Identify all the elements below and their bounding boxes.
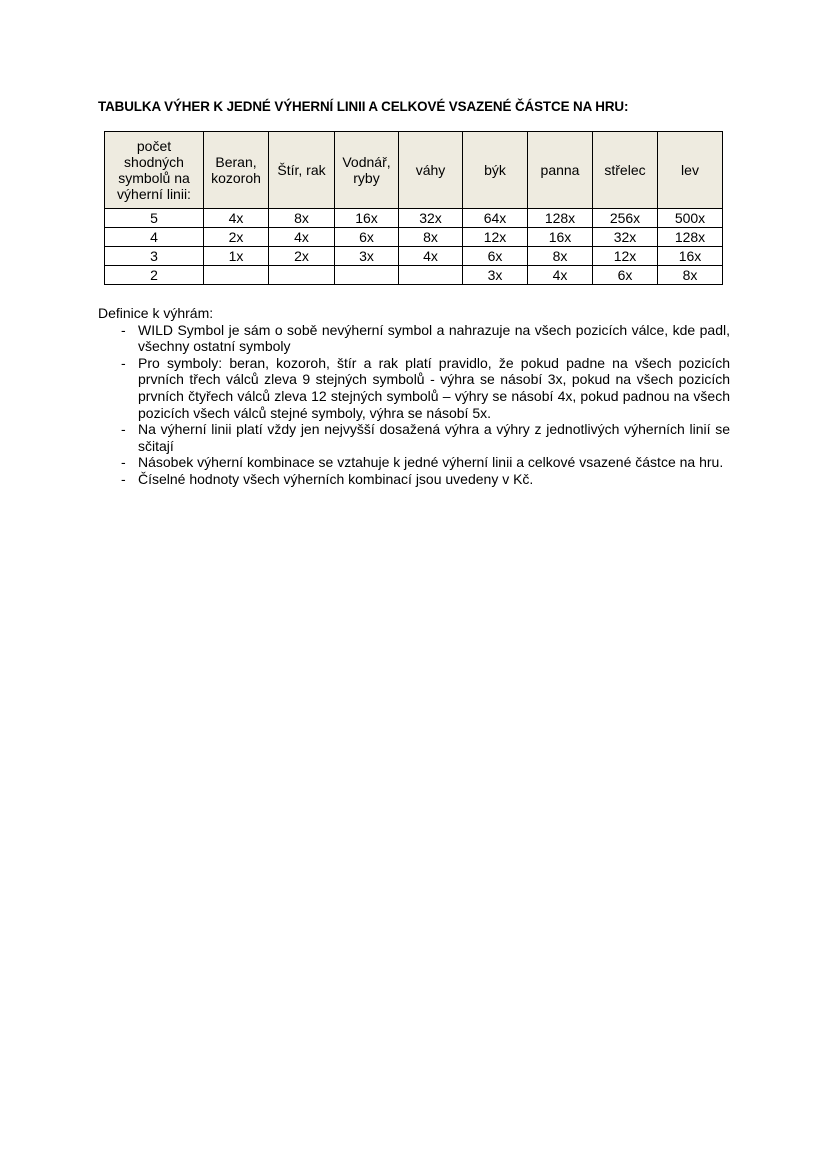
- column-header: Beran, kozoroh: [204, 132, 269, 209]
- table-cell: 4x: [399, 247, 463, 266]
- definition-text: Číselné hodnoty všech výherních kombinací jsou uvedeny v Kč.: [138, 470, 534, 487]
- table-cell: 500x: [658, 209, 723, 228]
- table-header-row: [105, 132, 723, 209]
- definition-item: [98, 471, 730, 488]
- definition-text: Pro symboly: beran, kozoroh, štír a rak platí pravidlo, že pokud padne na všech pozicích prvních třech válců zleva 9 stejných symbolů - výhra se násobí 3x, pokud na všech pozicích prvních čtyřech válců zleva 12 stejných symbolů – výhry se násobí 4x, pokud padnou na všech pozicích všech válců stejné symboly, výhra se násobí 5x.: [138, 354, 730, 421]
- bullet-dash: -: [121, 470, 126, 487]
- definition-item: [98, 322, 730, 355]
- table-row: [105, 266, 723, 285]
- bullet-dash: -: [121, 321, 126, 338]
- table-cell: 3x: [463, 266, 528, 285]
- table-cell: 6x: [593, 266, 658, 285]
- table-cell: 2x: [204, 228, 269, 247]
- table-cell: 5: [105, 209, 204, 228]
- column-header: Vodnář, ryby: [335, 132, 399, 209]
- definitions-section: [98, 305, 730, 488]
- table-cell: 2x: [269, 247, 335, 266]
- table-row: [105, 247, 723, 266]
- definition-item: [98, 421, 730, 454]
- column-header: býk: [463, 132, 528, 209]
- table-cell: 4x: [269, 228, 335, 247]
- bullet-dash: -: [121, 354, 126, 371]
- definitions-heading: Definice k výhrám:: [98, 305, 214, 321]
- table-cell: 4x: [528, 266, 593, 285]
- table-cell: 16x: [335, 209, 399, 228]
- table-cell: 4x: [204, 209, 269, 228]
- table-cell: 8x: [399, 228, 463, 247]
- table-cell: [335, 266, 399, 285]
- table-cell: 8x: [528, 247, 593, 266]
- table-cell: 4: [105, 228, 204, 247]
- table-cell: 3x: [335, 247, 399, 266]
- definition-item: [98, 355, 730, 421]
- column-header: váhy: [399, 132, 463, 209]
- table-row: [105, 209, 723, 228]
- table-cell: 2: [105, 266, 204, 285]
- table-cell: 12x: [463, 228, 528, 247]
- table-row: [105, 228, 723, 247]
- table-cell: 64x: [463, 209, 528, 228]
- bullet-dash: -: [121, 454, 126, 471]
- bullet-dash: -: [121, 421, 126, 438]
- table-cell: [204, 266, 269, 285]
- definitions-list: [98, 322, 730, 488]
- table-cell: 3: [105, 247, 204, 266]
- definition-text: WILD Symbol je sám o sobě nevýherní symbol a nahrazuje na všech pozicích válce, kde padl, všechny ostatní symboly: [138, 321, 730, 355]
- table-cell: 12x: [593, 247, 658, 266]
- definition-text: Násobek výherní kombinace se vztahuje k jedné výherní linii a celkové vsazené částce na hru.: [138, 454, 724, 471]
- table-cell: 8x: [269, 209, 335, 228]
- table-cell: 6x: [463, 247, 528, 266]
- table-cell: 16x: [528, 228, 593, 247]
- column-header: lev: [658, 132, 723, 209]
- column-header: střelec: [593, 132, 658, 209]
- definition-text: Na výherní linii platí vždy jen nejvyšší dosažená výhra a výhry z jednotlivých výherních linií se sčitají: [138, 421, 730, 454]
- column-header: počet shodných symbolů na výherní linii:: [105, 132, 204, 209]
- document-title: TABULKA VÝHER K JEDNÉ VÝHERNÍ LINII A CELKOVÉ VSAZENÉ ČÁSTCE NA HRU:: [98, 99, 629, 114]
- table-cell: [399, 266, 463, 285]
- table-cell: 1x: [204, 247, 269, 266]
- column-header: Štír, rak: [269, 132, 335, 209]
- table-cell: [269, 266, 335, 285]
- table-cell: 8x: [658, 266, 723, 285]
- definition-item: [98, 454, 730, 471]
- table-cell: 32x: [593, 228, 658, 247]
- table-cell: 6x: [335, 228, 399, 247]
- table-cell: 256x: [593, 209, 658, 228]
- table-cell: 16x: [658, 247, 723, 266]
- payout-table: [104, 131, 723, 285]
- column-header: panna: [528, 132, 593, 209]
- table-cell: 128x: [658, 228, 723, 247]
- table-cell: 32x: [399, 209, 463, 228]
- table-cell: 128x: [528, 209, 593, 228]
